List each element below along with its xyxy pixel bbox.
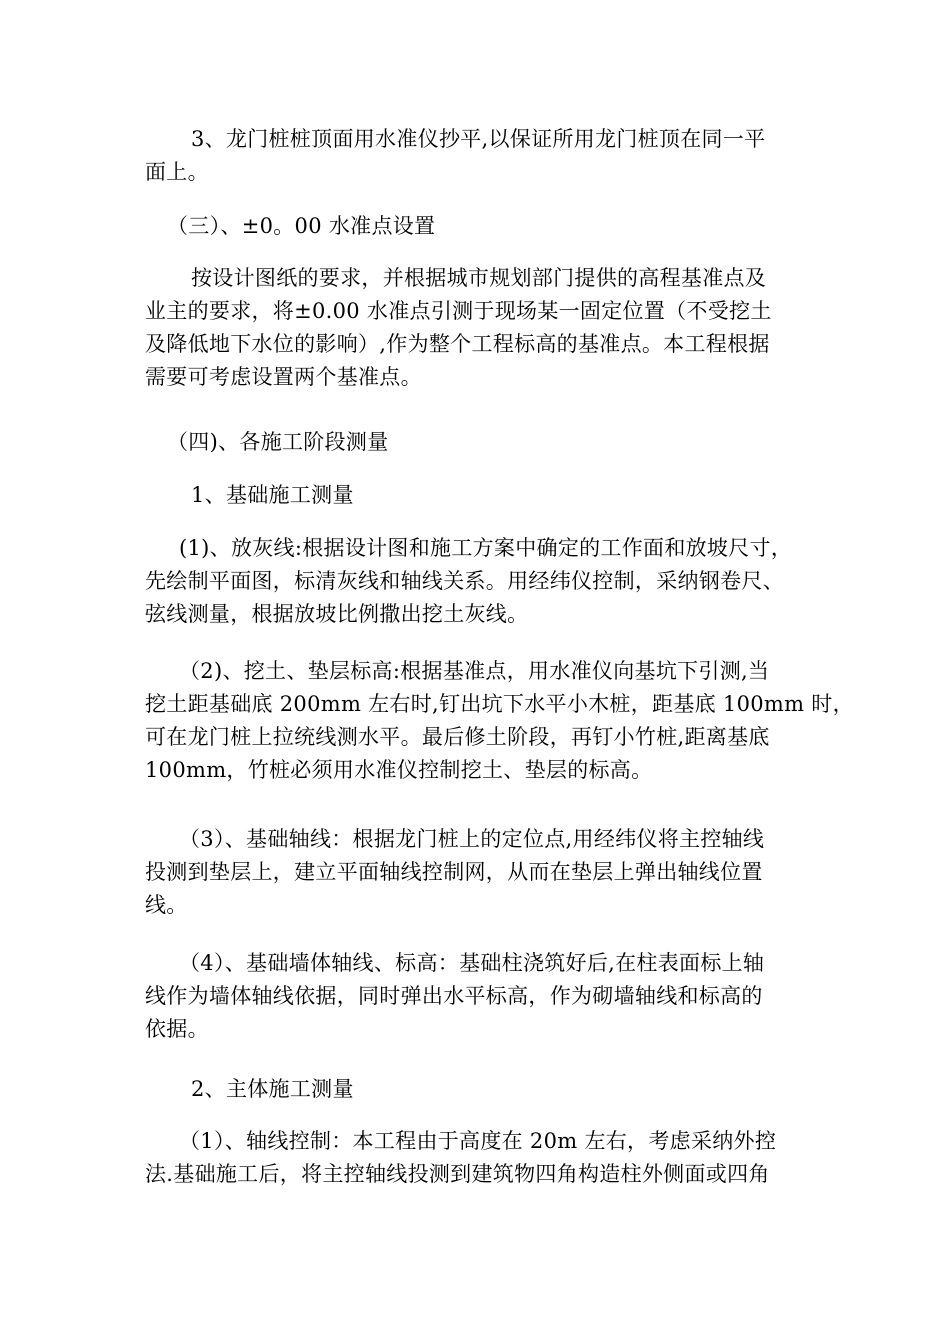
paragraph-longmen-leveling (145, 123, 805, 189)
text-line: 挖土距基础底 200mm 左右时,钉出坑下水平小木桩，距基底 100mm 时， (145, 692, 854, 716)
text-line: 法.基础施工后，将主控轴线投测到建筑物四角构造柱外侧面或四角 (145, 1162, 770, 1186)
text-line: 3、龙门桩桩顶面用水准仪抄平,以保证所用龙门桩顶在同一平 (191, 127, 766, 151)
paragraph-axis-control (145, 1125, 805, 1191)
text-line: 可在龙门桩上拉统线测水平。最后修土阶段，再钉小竹桩,距离基底 (145, 725, 770, 749)
text-line: 面上。 (145, 160, 209, 184)
text-line: 线。 (145, 893, 188, 917)
text-line: 100mm，竹桩必须用水准仪控制挖土、垫层的标高。 (145, 758, 653, 782)
text-line: （2)、挖土、垫层标高:根据基准点，用水准仪向基坑下引测,当 (179, 659, 770, 683)
text-line: （四)、各施工阶段测量 (167, 430, 389, 454)
subheading-foundation-survey (145, 479, 805, 512)
text-line: 先绘制平面图，标清灰线和轴线关系。用经纬仪控制，采纳钢卷尺、 (145, 569, 784, 593)
text-line: (1)、放灰线:根据设计图和施工方案中确定的工作面和放坡尺寸， (179, 536, 793, 560)
text-line: 业主的要求，将±0.00 水准点引测于现场某一固定位置（不受挖土 (145, 299, 772, 323)
text-line: 1、基础施工测量 (191, 483, 354, 507)
text-line: （三）、±0。00 水准点设置 (167, 214, 436, 238)
section-heading-benchmark (145, 210, 805, 243)
text-line: 需要可考虑设置两个基准点。 (145, 365, 422, 389)
text-line: 投测到垫层上，建立平面轴线控制网，从而在垫层上弹出轴线位置 (145, 860, 763, 884)
paragraph-benchmark-setup (145, 262, 805, 394)
section-heading-stage-survey (145, 426, 805, 459)
text-line: （3）、基础轴线：根据龙门桩上的定位点,用经纬仪将主控轴线 (179, 827, 765, 851)
subheading-main-structure-survey (145, 1073, 805, 1106)
text-line: 线作为墙体轴线依据，同时弹出水平标高，作为砌墙轴线和标高的 (145, 984, 763, 1008)
text-line: 弦线测量，根据放坡比例撒出挖土灰线。 (145, 602, 529, 626)
paragraph-excavation-elevation (145, 655, 854, 787)
text-line: （1）、轴线控制：本工程由于高度在 20m 左右，考虑采纳外控 (179, 1129, 777, 1153)
paragraph-lime-line (145, 532, 805, 631)
text-line: 2、主体施工测量 (191, 1077, 354, 1101)
paragraph-wall-axis (145, 947, 805, 1046)
paragraph-foundation-axis (145, 823, 805, 922)
text-line: 及降低地下水位的影响）,作为整个工程标高的基准点。本工程根据 (145, 332, 770, 356)
text-line: 依据。 (145, 1017, 209, 1041)
text-line: （4）、基础墙体轴线、标高：基础柱浇筑好后,在柱表面标上轴 (179, 951, 765, 975)
text-line: 按设计图纸的要求，并根据城市规划部门提供的高程基准点及 (191, 266, 767, 290)
